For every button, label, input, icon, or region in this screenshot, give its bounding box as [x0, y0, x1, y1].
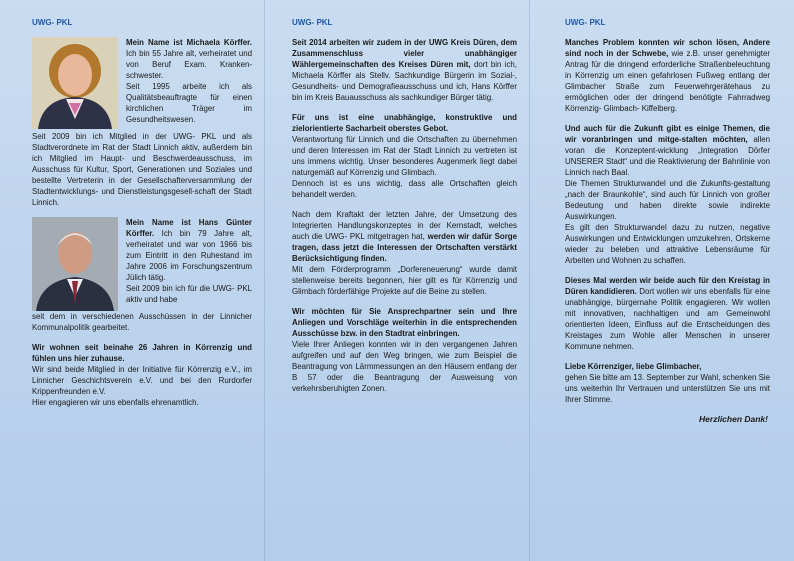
michaela-intro-text [126, 37, 252, 129]
column-1 [0, 0, 264, 561]
kraftakt-paragraph [292, 209, 517, 264]
foerderprogramm-text: Mit dem Förderprogramm „Dorfereneuerung“ wurde damit stellenweise bereits begonnen, hier gilt es für Körrenzig und Glimbach förderfähige Projekte auf die Beine zu stellen. [292, 265, 517, 296]
zukunft-text: allen voran die Konzeptent-wicklung „Integration Dörfer UNSERER Stadt“ und die Reaktivierung der Bahnlinie von Linnich nach Baal. [565, 135, 770, 177]
michaela-intro-detail: Ich bin 55 Jahre alt, verheiratet und von Beruf Exam. Kranken-schwester. [126, 49, 252, 80]
zukunft-paragraph [565, 123, 770, 178]
column-2 [264, 0, 529, 561]
greeting-heading: Liebe Körrenziger, liebe Glimbacher, [565, 362, 702, 371]
kraftakt-bold: werden wir dafür Sorge tragen, dass jetzt die Interessen der Ortschaften verstärkt Berücksichtigung finden. [292, 232, 517, 263]
hans-seit: Seit 2009 bin ich für die UWG- PKL aktiv und habe [126, 284, 252, 304]
michaela-name: Mein Name ist Michaela Körffer. [126, 38, 252, 47]
problem-paragraph [565, 37, 770, 114]
column-header: UWG- PKL [292, 18, 333, 27]
wohnen-heading: Wir wohnen seit beinahe 26 Jahren in Körrenzig und fühlen uns hier zuhause. [32, 343, 252, 363]
kreistag-text: Dort wollen wir uns ebenfalls für eine unabhängige, bürgernahe Politik engagieren. Wir wollen mit innovativen, nachhaltigen und am Gemeinwohl orientierten Ideen, Einfluss auf die Entscheidungen des Kreistages zum Wohle aller Menschen in unserer Kommune nehmen. [565, 287, 770, 351]
hans-intro-text [126, 217, 252, 311]
michaela-mitglied: Seit 2009 bin ich Mitglied in der UWG- PKL und als Stadtverordnete im Rat der Stadt Linnich aktiv, außerdem bin ich Mitglied im Haupt- und Beschwerdeausschuss, im Ausschuss für Kultur, Sport, Generationen und Soziales und bestellte Vertreterin in der Gesellschafterversammlung der Stadtentwicklungs- und Dienstleistungsgesell-schaft der Stadt Linnich. [32, 132, 252, 207]
michaela-intro [32, 37, 252, 129]
kreistag-paragraph [565, 275, 770, 352]
strukturwandel-last: Es gilt den Strukturwandel dazu zu nutzen, negative Auswirkungen und Entwicklungen umzukehren, Ortskerne wieder zu beleben und attraktive Lebensräume für Arbeiten und Wohnen zu schaffen. [565, 223, 770, 265]
column-3 [529, 0, 794, 561]
anliegen-text: Viele Ihrer Anliegen konnten wir in den vergangenen Jahren aufgreifen und auf den Weg bringen, wie zum Beispiel die Beantragung von Lärmmessungen an den Häusern entlang der B 57 oder die Beantragung der Ausweisung von verkehrsberuhigten Zonen. [292, 340, 517, 393]
strukturwandel-text: Die Themen Strukturwandel und die Zukunfts-gestaltung „nach der Braunkohle“, sind auch für Linnich von großer Bedeutung und haben direkte sowie indirekte Auswirkungen. [565, 179, 770, 221]
sacharbeit-last: Dennoch ist es uns wichtig, dass alle Ortschaften gleich behandelt werden. [292, 179, 517, 199]
hans-name: Mein Name ist Hans Günter Körffer. [126, 218, 252, 238]
hans-intro [32, 217, 252, 311]
wahl-text: gehen Sie bitte am 13. September zur Wahl, schenken Sie uns weiterhin Ihr Vertrauen und unterstützen Sie uns mit Ihrer Stimme. [565, 373, 770, 404]
hans-cont: seit dem in verschiedenen Ausschüssen in der Linnicher Kommunalpolitik gearbeitet. [32, 312, 252, 332]
problem-bold: Manches Problem konnten wir schon lösen, Andere sind noch in der Schwebe, [565, 38, 770, 58]
zukunft-bold: Und auch für die Zukunft gibt es einige Themen, die wir voranbringen und mitge-stalten möchten, [565, 124, 770, 144]
column-header: UWG- PKL [32, 18, 73, 27]
kreis-text: dort bin ich, Michaela Körffer als Stellv. Sachkundige Bürgerin im Sozial-, Gesundheits- und Demografieausschuss und ich, Hans Körffer bin im Kreis Bauausschuss als sachkundiger Bürger tätig. [292, 60, 517, 102]
thanks-text: Herzlichen Dank! [699, 414, 768, 424]
portrait-hans-photo [32, 217, 118, 311]
kreis-bold: Seit 2014 arbeiten wir zudem in der UWG Kreis Düren, dem Zusammenschluss vieler unabhängiger Wählergemeinschaften des Kreises Düren mit, [292, 38, 517, 69]
sacharbeit-heading: Für uns ist eine unabhängige, konstruktive und zielorientierte Sacharbeit oberstes Gebot. [292, 113, 517, 133]
kreistag-bold: Dieses Mal werden wir beide auch für den Kreistag in Düren kandidieren. [565, 276, 770, 296]
wohnen-last: Hier engagieren wir uns ebenfalls ehrenamtlich. [32, 398, 199, 407]
michaela-qm: Seit 1995 arbeite ich als Qualitätsbeauftragte für einen kirchlichen Träger im Gesundheitswesen. [126, 82, 252, 124]
wohnen-text: Wir sind beide Mitglied in der Initiative für Körrenzig e.V., im Linnicher Geschichtsverein e.V. und bei den Rurdorfer Krippenfreunden e.V. [32, 365, 252, 396]
hans-intro-detail: Ich bin 79 Jahre alt, verheiratet und war von 1966 bis zum Eintritt in den Ruhestand im Jahre 2006 im Forschungszentrum Jülich tätig. [126, 229, 252, 282]
column-header: UWG- PKL [565, 18, 606, 27]
kreis-paragraph [292, 37, 517, 103]
kraftakt-text: Nach dem Kraftakt der letzten Jahre, der Umsetzung des Integrierten Handlungskonzeptes in der Kernstadt, welches auch die UWG- PKL mitgetragen hat, [292, 210, 517, 241]
sacharbeit-text: Verantwortung für Linnich und die Ortschaften zu übernehmen und deren Interessen im Rat der Stadt Linnich zu vertreten ist uns immens wichtig. Unser besonderes Augenmerk liegt dabei naturgemäß auf Körrenzig und Glimbach. [292, 135, 517, 177]
portrait-michaela-photo [32, 37, 118, 129]
problem-text: wie z.B. unser genehmigter Antrag für die dringend erforderliche Straßenbeleuchtung in Körrenzig um einen gefahrlosen Fußweg entlang der Glimbacher Straße zum Feuerwehrgerätehaus zu ermöglichen oder der dringend benötigte Fahrradweg Körrenzig- Glimbach- Kiffelberg. [565, 49, 770, 113]
ansprechpartner-heading: Wir möchten für Sie Ansprechpartner sein und Ihre Anliegen und Vorschläge weiterhin in die entsprechenden Ausschüsse bzw. in den Stadtrat einbringen. [292, 307, 517, 338]
